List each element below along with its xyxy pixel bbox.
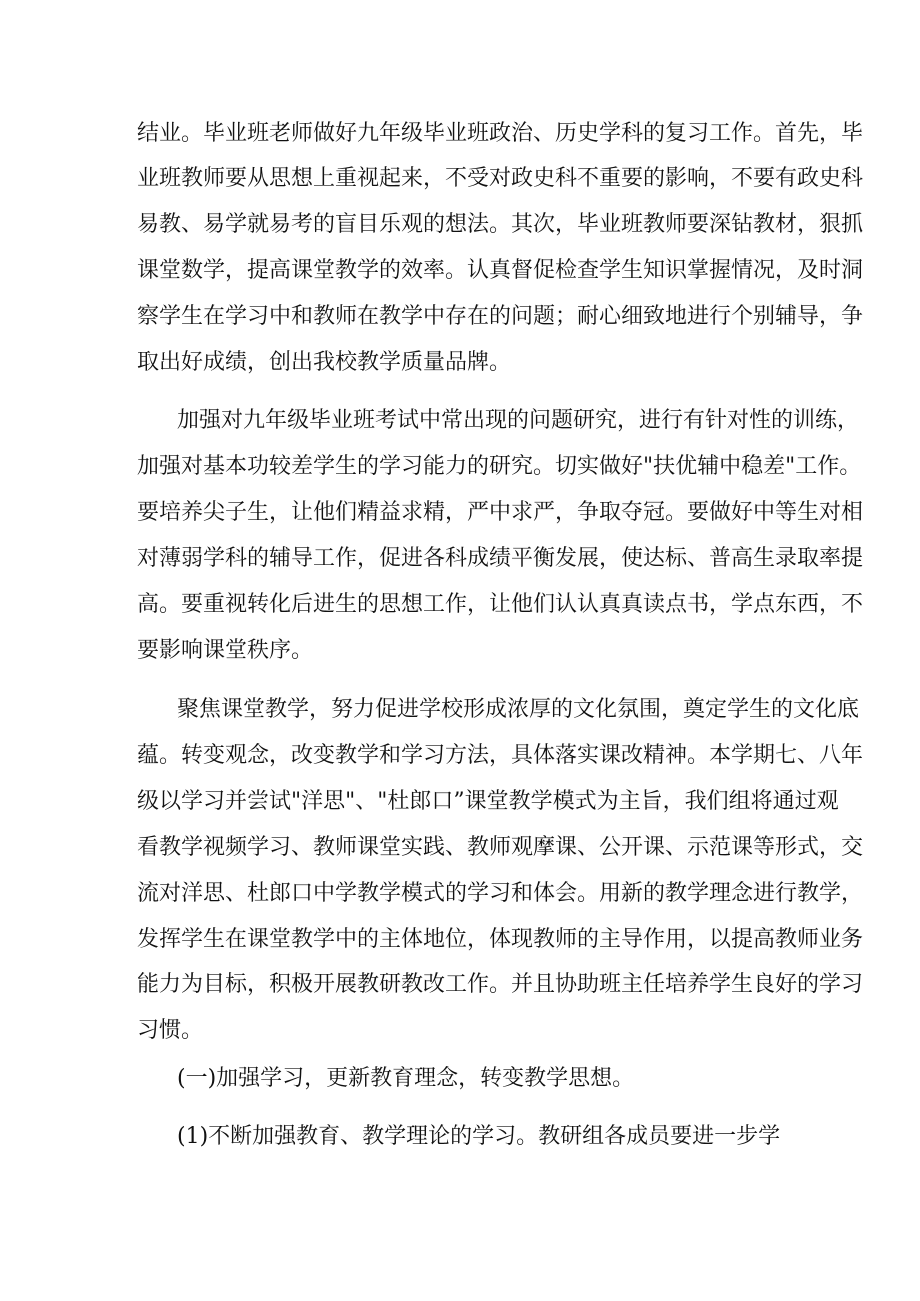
text-line: 业班教师要从思想上重视起来，不受对政史科不重要的影响，不要有政史科 bbox=[137, 166, 864, 191]
paragraph-3-line-2 bbox=[0, 743, 920, 769]
section-heading-1 bbox=[0, 1066, 920, 1092]
text-line: 察学生在学习中和教师在教学中存在的问题；耐心细致地进行个别辅导，争 bbox=[137, 304, 864, 329]
paragraph-3-line-6 bbox=[0, 927, 920, 953]
paragraph-3-line-3 bbox=[0, 789, 920, 815]
paragraph-3-line-8 bbox=[0, 1018, 920, 1044]
paragraph-2-line-5 bbox=[0, 592, 920, 618]
paragraph-1-line-6 bbox=[0, 350, 920, 376]
text-line: 易教、易学就易考的盲目乐观的想法。其次，毕业班教师要深钻教材，狠抓 bbox=[137, 212, 864, 237]
paragraph-1-line-1 bbox=[0, 121, 920, 147]
paragraph-4-line-1 bbox=[0, 1124, 920, 1150]
paragraph-3-line-1 bbox=[0, 697, 920, 723]
paragraph-2-line-1 bbox=[0, 408, 920, 434]
text-line: 流对洋思、杜郎口中学教学模式的学习和体会。用新的教学理念进行教学， bbox=[137, 881, 864, 906]
text-line: 要影响课堂秩序。 bbox=[137, 638, 314, 663]
paragraph-2-line-3 bbox=[0, 500, 920, 526]
text-line: 加强对基本功较差学生的学习能力的研究。切实做好"扶优辅中稳差"工作。 bbox=[137, 454, 862, 479]
paragraph-3-line-7 bbox=[0, 972, 920, 998]
heading-text: (一)加强学习，更新教育理念，转变教学思想。 bbox=[177, 1066, 635, 1091]
paragraph-2-line-2 bbox=[0, 454, 920, 480]
text-line: 聚焦课堂教学，努力促进学校形成浓厚的文化氛围，奠定学生的文化底 bbox=[177, 697, 860, 722]
paragraph-2-line-4 bbox=[0, 546, 920, 572]
paragraph-3-line-4 bbox=[0, 835, 920, 861]
text-line: 要培养尖子生，让他们精益求精，严中求严，争取夺冠。要做好中等生对相 bbox=[137, 500, 864, 525]
text-line: 发挥学生在课堂教学中的主体地位，体现教师的主导作用，以提高教师业务 bbox=[137, 927, 864, 952]
paragraph-1-line-4 bbox=[0, 258, 920, 284]
text-line: 蕴。转变观念，改变教学和学习方法，具体落实课改精神。本学期七、八年 bbox=[137, 743, 864, 768]
text-line: 取出好成绩，创出我校教学质量品牌。 bbox=[137, 350, 512, 375]
paragraph-3-line-5 bbox=[0, 881, 920, 907]
text-line: 级以学习并尝试"洋思"、"杜郎口”课堂教学模式为主旨，我们组将通过观 bbox=[137, 789, 839, 814]
text-line: 加强对九年级毕业班考试中常出现的问题研究，进行有针对性的训练， bbox=[177, 408, 860, 433]
paragraph-1-line-2 bbox=[0, 166, 920, 192]
text-line: (1)不断加强教育、教学理论的学习。教研组各成员要进一步学 bbox=[177, 1124, 781, 1149]
text-line: 看教学视频学习、教师课堂实践、教师观摩课、公开课、示范课等形式，交 bbox=[137, 835, 864, 860]
paragraph-2-line-6 bbox=[0, 638, 920, 664]
text-line: 结业。毕业班老师做好九年级毕业班政治、历史学科的复习工作。首先，毕 bbox=[137, 121, 864, 146]
text-line: 习惯。 bbox=[137, 1018, 204, 1043]
text-line: 高。要重视转化后进生的思想工作，让他们认认真真读点书，学点东西，不 bbox=[137, 592, 864, 617]
paragraph-1-line-3 bbox=[0, 212, 920, 238]
text-line: 能力为目标，积极开展教研教改工作。并且协助班主任培养学生良好的学习 bbox=[137, 972, 864, 997]
text-line: 课堂数学，提高课堂教学的效率。认真督促检查学生知识掌握情况，及时洞 bbox=[137, 258, 864, 283]
text-line: 对薄弱学科的辅导工作，促进各科成绩平衡发展，使达标、普高生录取率提 bbox=[137, 546, 864, 571]
paragraph-1-line-5 bbox=[0, 304, 920, 330]
